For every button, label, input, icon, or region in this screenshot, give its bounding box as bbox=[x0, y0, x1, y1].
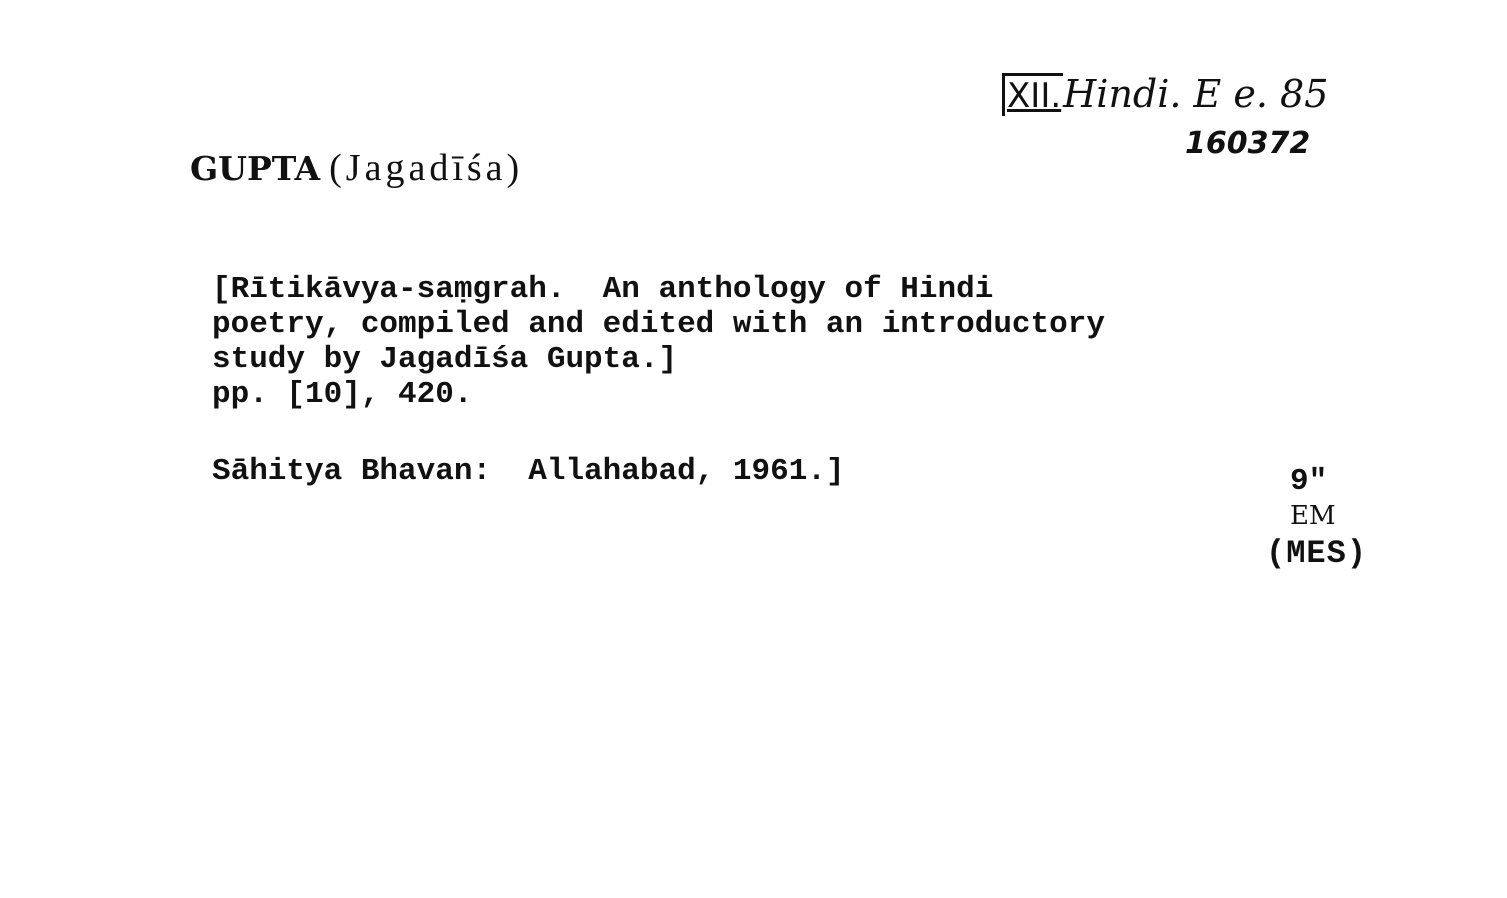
description-line: pp. [10], 420. bbox=[212, 377, 473, 412]
description-line: study by Jagadīśa Gupta.] bbox=[212, 342, 678, 377]
imprint-line: Sāhitya Bhavan: Allahabad, 1961.] bbox=[212, 454, 845, 489]
location-code: EM bbox=[1290, 501, 1336, 531]
accession-number: 160372 bbox=[1185, 126, 1311, 161]
description-line: poetry, compiled and edited with an introductory bbox=[212, 307, 1105, 342]
description-line: [Rītikāvya-saṃgrah. An anthology of Hindi bbox=[212, 272, 994, 307]
author-forename: (Jagadīśa) bbox=[329, 147, 524, 189]
shelfmark-rest: Hindi. E e. 85 bbox=[1063, 72, 1329, 116]
shelfmark-class: XII. bbox=[1002, 73, 1063, 116]
author-surname: GUPTA bbox=[190, 149, 321, 188]
size-note: 9" bbox=[1290, 464, 1328, 499]
shelfmark bbox=[1002, 72, 1328, 118]
location-sub-code: (MES) bbox=[1266, 535, 1368, 572]
author-heading bbox=[190, 146, 523, 191]
description-block bbox=[212, 272, 1105, 412]
